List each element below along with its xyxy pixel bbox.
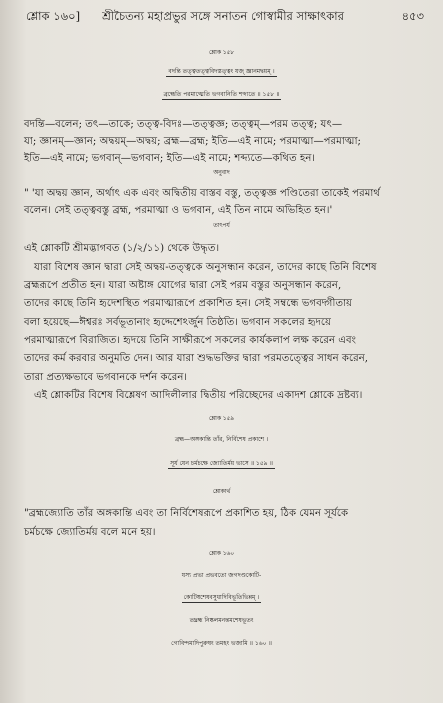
verse-160-line-2: কোটিষ্বশেষবসুধাদিবিভূতিভিন্নম্ । (183, 594, 260, 601)
purport-line-8: তারা প্রত্যক্ষভাবে ভগবানকে দর্শন করেন। (24, 372, 188, 383)
translation-line-2: বলেন। সেই তত্ত্ববস্তু ব্রহ্ম, পরমাত্মা ও ভগবান, এই তিন নামে অভিহিত হন।' (24, 205, 333, 216)
purport-line-2: যারা বিশেষ জ্ঞান দ্বারা সেই অদ্বয়-তত্ত্বকে অনুসন্ধান করেন, তাদের কাছে তিনি বিশেষ (34, 262, 377, 273)
purport-line-4: তাদের কাছে তিনি হৃদেশস্থিত পরমাত্মারূপে প্রকাশিত হন। সেই সম্বন্ধে ভগবদ্গীতায় (24, 298, 353, 309)
meaning-line-2: চর্মচক্ষে জ্যোতির্ময় বলে মনে হয়। (24, 527, 156, 538)
purport-line-3: ব্রহ্মরূপে প্রতীত হন। যারা অষ্টাঙ্গ যোগের দ্বারা সেই পরম বস্তুর অনুসন্ধান করেন, (24, 280, 342, 291)
purport-line-5: বলা হয়েছে—ঈশ্বরঃ সর্বভূতানাং হৃদ্দেশেঽর্জুন তিষ্ঠতি। ভগবান সকলের হৃদয়ে (24, 317, 331, 328)
verse-158-label: শ্লোক ১৫৮ (209, 50, 234, 56)
synonyms-line-2: যা; জ্ঞানম্—জ্ঞান; অদ্বয়ম্—অদ্বয়; ব্রহ্ম—ব্রহ্ম; ইতি—এই নামে; পরমাত্মা—পরমাত্মা; (24, 136, 361, 147)
purport-label: তাৎপর্য (213, 223, 230, 229)
translation-label: অনুবাদ (213, 170, 230, 176)
verse-159-label: শ্লোক ১৫৯ (209, 416, 234, 422)
verse-159-line-1: ব্রহ্ম—অঙ্গকান্তি তাঁর, নির্বিশেষ প্রকাশে । (174, 436, 269, 443)
verse-160-label: শ্লোক ১৬০ (208, 551, 234, 557)
translation-line-1: " 'যা অদ্বয় জ্ঞান, অর্থাৎ এক এবং অদ্বিতীয় বাস্তব বস্তু, তত্ত্বজ্ঞ পণ্ডিতেরা তাকেই পরমার্থ (24, 188, 380, 199)
header-chapter: শ্লোক ১৬০] (26, 9, 81, 23)
purport-line-9: এই শ্লোকটির বিশেষ বিশ্লেষণ আদিলীলার দ্বিতীয় পরিচ্ছেদের একাদশ শ্লোকে দ্রষ্টব্য। (34, 390, 363, 401)
synonyms-line-3: ইতি—এই নামে; ভগবান্—ভগবান; ইতি—এই নামে; শব্দ্যতে—কথিত হন। (24, 153, 316, 164)
meaning-line-1: "ব্রহ্মজ্যোতি তাঁর অঙ্গকান্তি এবং তা নির্বিশেষরূপে প্রকাশিত হয়, ঠিক যেমন সূর্যকে (24, 508, 349, 519)
verse-158-line-2: ব্রহ্মেতি পরমাত্মেতি ভগবানিতি শব্দ্যতে ॥ ১৫৮ ॥ (163, 91, 280, 98)
verse-159-line-2: সূর্য যেন চর্মচক্ষে জ্যোতির্ময় ভাসে ॥ ১৫৯ ॥ (170, 460, 273, 467)
running-header (26, 8, 424, 27)
header-title: শ্রীচৈতন্য মহাপ্রভুর সঙ্গে সনাতন গোস্বামীর সাক্ষাৎকার (102, 9, 344, 23)
verse-160-line-4: গোবিন্দমাদিপুরুষং তমহং ভজামি ॥ ১৬০ ॥ (171, 640, 272, 647)
purport-line-6: পরমাত্মারূপে বিরাজিত। হৃদয়ে তিনি সাক্ষীরূপে সকলের কার্যকলাপ লক্ষ করেন এবং (24, 335, 357, 346)
synonyms-line-1: বদন্তি—বলেন; তৎ—তাকে; তত্ত্ব-বিদঃ—তত্ত্বজ্ঞ; তত্ত্বম্—পরম তত্ত্ব; যৎ— (24, 119, 343, 130)
meaning-label: শ্লোকার্থ (212, 489, 231, 495)
verse-160-line-3: তদ্ব্রহ্ম নিষ্কলমনন্তমশেষভূতং (189, 617, 254, 624)
page-number: ৪৫৩ (401, 9, 424, 23)
purport-line-7: তাদের কর্ম করবার অনুমতি দেন। আর যারা শুদ্ধভক্তির দ্বারা পরমতত্ত্বের সাধন করেন, (24, 353, 369, 364)
verse-158-line-1: বদন্তি তত্ত্বতত্ত্ববিদস্তত্ত্বং যজ্ জ্ঞানমদ্বয়ম্ । (168, 68, 275, 75)
verse-160-line-1: যস্য প্রভা প্রভবতো জগদণ্ডকোটি- (181, 572, 262, 579)
purport-line-1: এই শ্লোকটি শ্রীমদ্ভাগবত (১/২/১১) থেকে উদ্ধৃত। (24, 243, 220, 254)
